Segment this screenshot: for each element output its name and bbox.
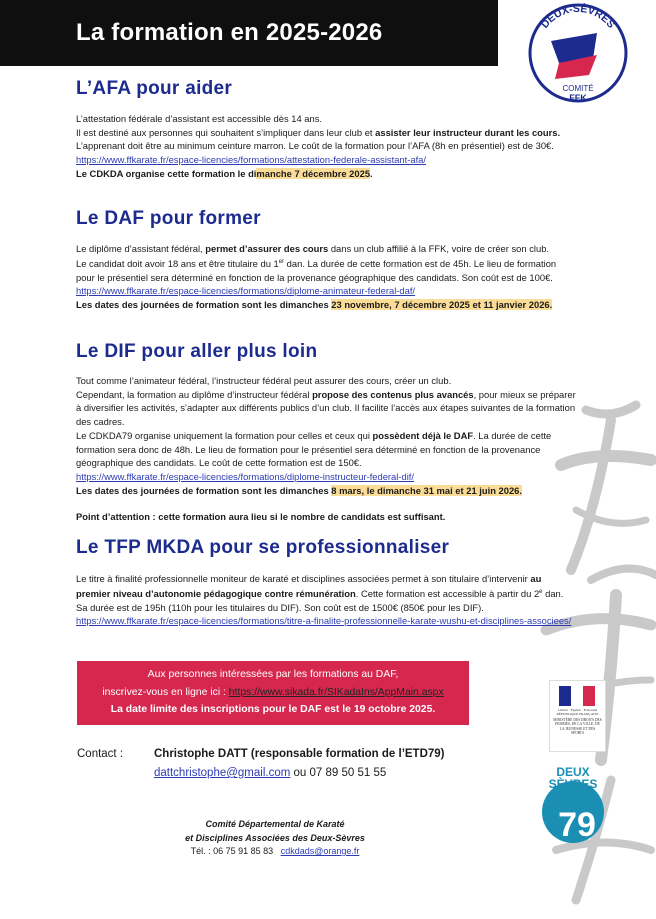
- dif-heading: Le DIF pour aller plus loin: [76, 341, 318, 362]
- dif-dates: Les dates des journées de formation sont les dimanches 8 mars, le dimanche 31 mai et 21 juin 2026.: [76, 484, 523, 496]
- page-title: La formation en 2025-2026: [76, 19, 383, 46]
- logo-top-text: DEUX-SÈVRES: [538, 2, 618, 31]
- tfp-section: Le titre à finalité professionnelle moniteur de karaté et disciplines associées permet à son titulaire d’intervenir au premier niveau d’autonomie pédagogique contre rémunération. Cette formation est accessible à partir du 2e dan. Sa durée est de 195h (110h pour les titulaires du DIF). Son coût est de 1500€ (850€ pour les DIF). https://www.ffkarate.fr/espace-licencies/formations/titre-a-finalite-professionnelle-karate-wushu-et-disciplines-associees/: [76, 573, 572, 627]
- contact-email[interactable]: dattchristophe@gmail.com: [154, 767, 291, 779]
- logo-line1: COMITÉ: [562, 84, 594, 93]
- svg-text:79: 79: [558, 806, 596, 844]
- daf-section: Le diplôme d’assistant fédéral, permet d’assurer des cours dans un club affilié à la FFK, voire de créer son club. Le candidat doit avoir 18 ans et être titulaire du 1er dan. La durée de cette formation est de 45h. Le lieu de formation pour le présentiel sera déterminé en fonction de la provenance géographique des candidats. Son coût est de 100€. https://www.ffkarate.fr/espace-licencies/formations/diplome-animateur-federal-daf/ Les dates des journées de formation sont les dimanches 23 novembre, 7 décembre 2025 et 11 janvier 2026.: [76, 242, 576, 312]
- dif-note: Point d’attention : cette formation aura lieu si le nombre de candidats est suffisant.: [76, 511, 446, 523]
- dif-section: Tout comme l’animateur fédéral, l’instructeur fédéral peut assurer des cours, créer un club. Cependant, la formation au diplôme d’instructeur fédéral propose des contenus plus avancés, pour mieux se préparer à diversifier les activités, s’adapter aux différents publics d’un club. Il facilite l’accès aux étapes suivantes de la formation des cadres. Le CDKDA79 organise uniquement la formation pour celles et ceux qui possèdent déjà le DAF. La durée de cette formation sera donc de 48h. Le lieu de formation pour le présentiel sera déterminé en fonction de la provenance géographique des candidats. Le coût de cette formation est de 150€. https://www.ffkarate.fr/espace-licencies/formations/diplome-instructeur-federal-dif/ Les dates des journées de formation sont les dimanches 8 mars, le dimanche 31 mai et 21 juin 2026. Point d’attention : cette formation aura lieu si le nombre de candidats est suffisant.: [76, 375, 576, 523]
- afa-section: L’attestation fédérale d’assistant est accessible dès 14 ans. Il est destiné aux personnes qui souhaitent s’impliquer dans leur club et assister leur instructeur durant les cours. L’apprenant doit être au minimum ceinture marron. Le coût de la formation pour l’AFA (8h en présentiel) est de 30€. https://www.ffkarate.fr/espace-licencies/formations/attestation-federale-assistant-afa/ Le CDKDA organise cette formation le dimanche 7 décembre 2025.: [76, 112, 576, 181]
- footer: Comité Départemental de Karaté et Disciplines Associées des Deux-Sèvres Tél. : 06 75 91 85 83 cdkdads@orange.fr: [185, 819, 365, 856]
- daf-dates: Les dates des journées de formation sont les dimanches 23 novembre, 7 décembre 2025 et 11 janvier 2026.: [76, 298, 553, 310]
- svg-text:SÈVRES: SÈVRES: [548, 777, 598, 791]
- afa-dates: Le CDKDA organise cette formation le dimanche 7 décembre 2025.: [76, 167, 373, 179]
- footer-email[interactable]: cdkdads@orange.fr: [280, 846, 360, 856]
- afa-link[interactable]: https://www.ffkarate.fr/espace-licencies/formations/attestation-federale-assistant-afa/: [76, 154, 426, 166]
- svg-text:DEUX: DEUX: [556, 765, 590, 779]
- afa-text: L’attestation fédérale d’assistant est accessible dès 14 ans.: [76, 113, 322, 124]
- french-flag-icon: [559, 686, 595, 706]
- afa-heading: L’AFA pour aider: [76, 78, 233, 99]
- svg-text:LE DÉPARTEMENT: LE DÉPARTEMENT: [550, 792, 596, 798]
- registration-banner: Aux personnes intéressées par les formations au DAF, inscrivez-vous en ligne ici : https://www.sikada.fr/SIKadaIns/AppMain.aspx La date limite des inscriptions pour le DAF est le 19 octobre 2025.: [77, 661, 469, 725]
- logo-line2: FFK: [569, 93, 587, 103]
- title-bar: [0, 0, 498, 66]
- tfp-heading: Le TFP MKDA pour se professionnaliser: [76, 537, 450, 558]
- ffk-comite-logo: [519, 1, 637, 106]
- sikada-link[interactable]: https://www.sikada.fr/SIKadaIns/AppMain.aspx: [228, 686, 444, 698]
- ministry-logo: Liberté · Égalité · Fraternité RÉPUBLIQUE FRANÇAISE MINISTÈRE DES DROITS DES FEMMES, DE LA VILLE, DE LA JEUNESSE ET DES SPORTS: [549, 680, 606, 752]
- daf-link[interactable]: https://www.ffkarate.fr/espace-licencies/formations/diplome-animateur-federal-daf/: [76, 285, 416, 297]
- contact-phone: 07 89 50 51 55: [309, 767, 387, 779]
- daf-heading: Le DAF pour former: [76, 208, 261, 229]
- deux-sevres-department-logo: [537, 762, 609, 844]
- dif-link[interactable]: https://www.ffkarate.fr/espace-licencies/formations/diplome-instructeur-federal-dif/: [76, 470, 414, 482]
- contact-name: Christophe DATT (responsable formation de l’ETD79): [154, 748, 445, 760]
- tfp-link[interactable]: https://www.ffkarate.fr/espace-licencies/formations/titre-a-finalite-professionnelle-karate-wushu-et-disciplines-associees/: [76, 615, 572, 627]
- contact-label: Contact :: [77, 748, 124, 760]
